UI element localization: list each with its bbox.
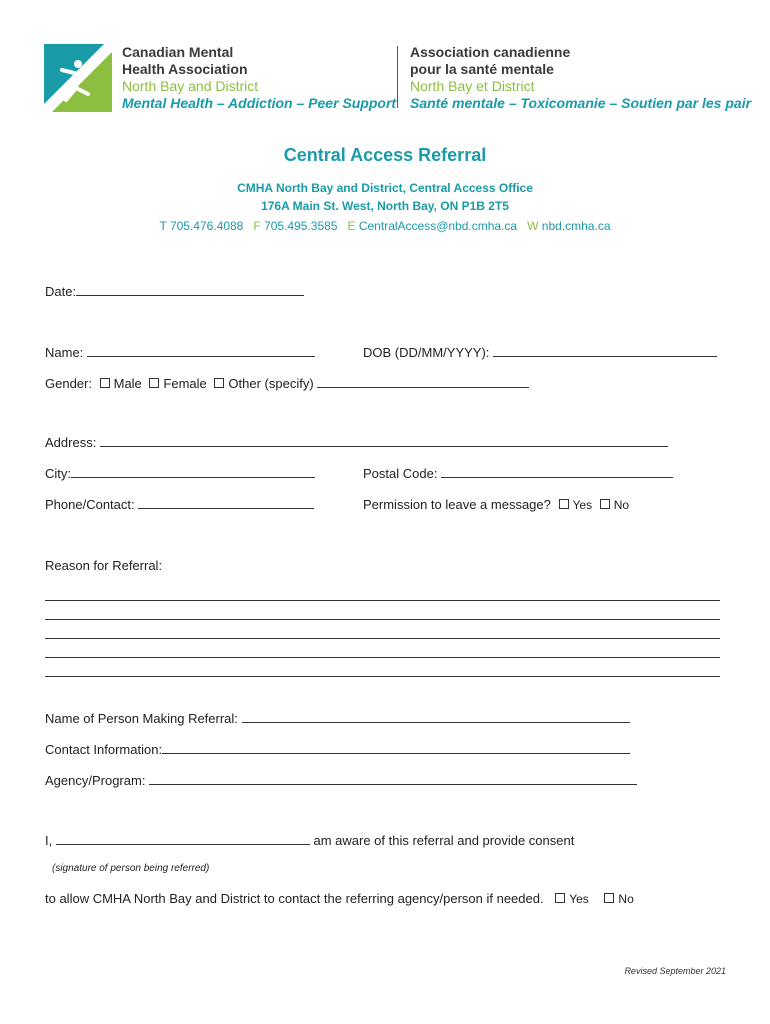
date-field[interactable]	[76, 284, 304, 296]
city-label: City:	[45, 466, 71, 481]
dob-field[interactable]	[493, 345, 717, 357]
form-title: Central Access Referral	[283, 145, 487, 165]
reason-line[interactable]	[45, 608, 720, 620]
postal-row	[363, 466, 673, 481]
revised-date: Revised September 2021	[624, 966, 726, 976]
address-field[interactable]	[100, 435, 668, 447]
logo-divider	[397, 46, 398, 108]
email-label: E	[347, 219, 356, 233]
email-value: CentralAccess@nbd.cmha.ca	[358, 219, 518, 233]
logo-en-line2: Health Association	[122, 61, 248, 77]
gender-male-checkbox[interactable]	[100, 378, 110, 388]
reason-line[interactable]	[45, 627, 720, 639]
contact-info-field[interactable]	[162, 742, 630, 754]
referrer-field[interactable]	[242, 711, 630, 723]
reason-line[interactable]	[45, 646, 720, 658]
logo-en-tagline: Mental Health – Addiction – Peer Support	[122, 95, 397, 111]
consent-prefix: I,	[45, 833, 53, 848]
permission-yes-checkbox[interactable]	[559, 499, 569, 509]
consent-no-label: No	[618, 892, 634, 906]
logo-fr-line1: Association canadienne	[410, 44, 571, 60]
gender-other-field[interactable]	[317, 376, 529, 388]
postal-label: Postal Code:	[363, 466, 438, 481]
fax-value: 705.495.3585	[264, 219, 338, 233]
dob-row	[363, 345, 717, 360]
office-address: 176A Main St. West, North Bay, ON P1B 2T5	[261, 199, 509, 213]
postal-field[interactable]	[441, 466, 673, 478]
gender-label: Gender:	[45, 376, 92, 391]
consent-line2: to allow CMHA North Bay and District to contact the referring agency/person if needed.	[45, 891, 544, 906]
reason-label: Reason for Referral:	[45, 558, 163, 573]
date-label: Date:	[45, 284, 77, 299]
referrer-row	[45, 711, 630, 726]
signature-note: (signature of person being referred)	[52, 863, 210, 874]
dob-label: DOB (DD/MM/YYYY):	[363, 345, 490, 360]
logo-english	[122, 44, 396, 112]
gender-other-label: Other (specify)	[228, 376, 314, 391]
date-row	[45, 284, 304, 299]
agency-field[interactable]	[149, 773, 637, 785]
gender-male-label: Male	[113, 376, 142, 391]
contact-info-label: Contact Information:	[45, 742, 163, 757]
web-value: nbd.cmha.ca	[541, 219, 611, 233]
logo-fr-line2: pour la santé mentale	[410, 61, 554, 77]
name-field[interactable]	[87, 345, 315, 357]
permission-yes-label: Yes	[572, 498, 593, 512]
signature-field[interactable]	[56, 833, 310, 845]
consent-yes-checkbox[interactable]	[555, 893, 565, 903]
reason-line[interactable]	[45, 665, 720, 677]
city-row	[45, 466, 315, 481]
phone-row	[45, 497, 314, 512]
address-row	[45, 435, 668, 450]
permission-label: Permission to leave a message?	[363, 497, 551, 512]
address-label: Address:	[45, 435, 97, 450]
fax-label: F	[253, 219, 261, 233]
name-label: Name:	[45, 345, 84, 360]
consent-row	[45, 833, 574, 848]
logo-en-line3: North Bay and District	[122, 78, 259, 94]
gender-other-checkbox[interactable]	[214, 378, 224, 388]
name-row	[45, 345, 315, 360]
web-label: W	[527, 219, 539, 233]
permission-row	[363, 497, 629, 512]
gender-row	[45, 376, 529, 391]
permission-no-checkbox[interactable]	[600, 499, 610, 509]
phone-field[interactable]	[138, 497, 314, 509]
phone-label: T	[159, 219, 167, 233]
agency-label: Agency/Program:	[45, 773, 146, 788]
permission-no-label: No	[613, 498, 630, 512]
logo-fr-tagline: Santé mentale – Toxicomanie – Soutien par les pair	[410, 95, 752, 111]
office-name: CMHA North Bay and District, Central Access Office	[237, 181, 533, 195]
phone-contact-label: Phone/Contact:	[45, 497, 135, 512]
contact-info-row	[45, 742, 630, 757]
consent-suffix: am aware of this referral and provide consent	[313, 833, 575, 848]
city-field[interactable]	[71, 466, 315, 478]
logo-en-line1: Canadian Mental	[122, 44, 234, 60]
logo-french	[410, 44, 751, 112]
consent-yes-label: Yes	[569, 892, 589, 906]
contact-line	[0, 219, 770, 233]
logo-fr-line3: North Bay et District	[410, 78, 535, 94]
agency-row	[45, 773, 637, 788]
phone-value: 705.476.4088	[169, 219, 244, 233]
reason-line[interactable]	[45, 589, 720, 601]
consent-line2-row	[45, 891, 634, 906]
gender-female-label: Female	[163, 376, 207, 391]
consent-no-checkbox[interactable]	[604, 893, 614, 903]
gender-female-checkbox[interactable]	[149, 378, 159, 388]
cmha-logo	[44, 44, 114, 112]
referrer-label: Name of Person Making Referral:	[45, 711, 238, 726]
